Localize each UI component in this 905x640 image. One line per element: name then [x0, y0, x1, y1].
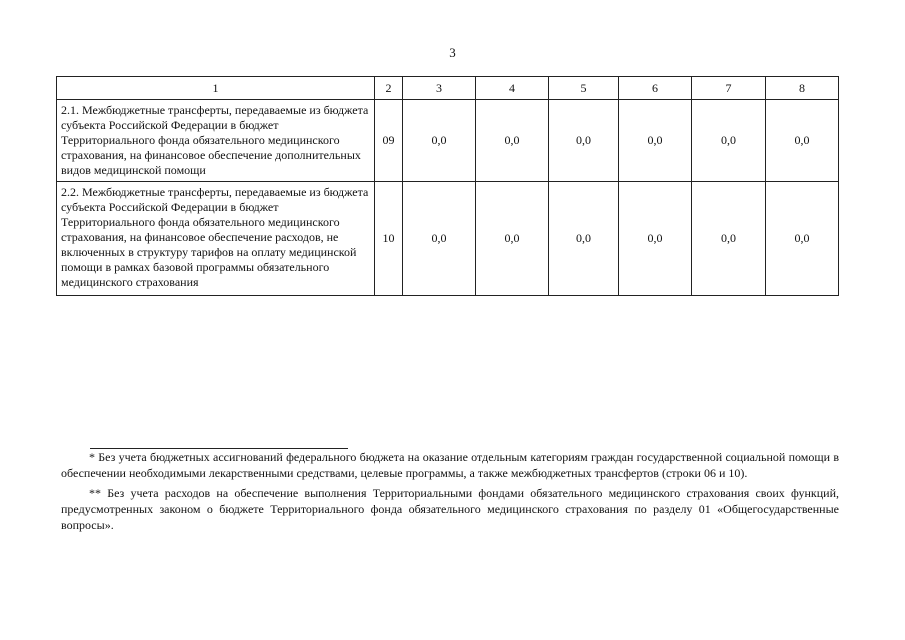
column-header: 8: [766, 77, 839, 100]
value-cell: 0,0: [692, 100, 766, 182]
value-cell: 0,0: [403, 182, 476, 296]
column-header: 4: [476, 77, 549, 100]
value-cell: 0,0: [549, 182, 619, 296]
value-cell: 0,0: [692, 182, 766, 296]
value-cell: 0,0: [619, 182, 692, 296]
footnote-2: ** Без учета расходов на обеспечение выполнения Территориальными фондами обязательного медицинского страхования своих функций, предусмотренных законом о бюджете Территориального фонда обязательного медицинского страхования по разделу 01 «Общегосударственные вопросы».: [61, 486, 839, 532]
value-cell: 0,0: [766, 100, 839, 182]
column-header: 1: [57, 77, 375, 100]
page-number: 3: [449, 45, 456, 60]
footnote-1: * Без учета бюджетных ассигнований федерального бюджета на оказание отдельным категориям граждан государственной социальной помощи в обеспечении необходимыми лекарственными средствами, целевые программы, а также межбюджетных трансфертов (строки 06 и 10).: [61, 450, 839, 480]
table-row: [57, 182, 839, 296]
footnotes: [61, 449, 839, 537]
row-description: 2.1. Межбюджетные трансферты, передаваемые из бюджета субъекта Российской Федерации в бюджет Территориального фонда обязательного медицинского страхования, на финансовое обеспечение дополнительных видов медицинской помощи: [57, 100, 375, 182]
table-header-row: [57, 77, 839, 100]
budget-table: [56, 76, 839, 296]
column-header: 3: [403, 77, 476, 100]
value-cell: 0,0: [476, 182, 549, 296]
column-header: 2: [375, 77, 403, 100]
column-header: 6: [619, 77, 692, 100]
value-cell: 0,0: [476, 100, 549, 182]
row-code: 09: [375, 100, 403, 182]
row-description: 2.2. Межбюджетные трансферты, передаваемые из бюджета субъекта Российской Федерации в бюджет Территориального фонда обязательного медицинского страхования, на финансовое обеспечение расходов, не включенных в структуру тарифов на оплату медицинской помощи в рамках базовой программы обязательного медицинского страхования: [57, 182, 375, 296]
column-header: 7: [692, 77, 766, 100]
value-cell: 0,0: [619, 100, 692, 182]
value-cell: 0,0: [766, 182, 839, 296]
table-row: [57, 100, 839, 182]
row-code: 10: [375, 182, 403, 296]
column-header: 5: [549, 77, 619, 100]
value-cell: 0,0: [549, 100, 619, 182]
value-cell: 0,0: [403, 100, 476, 182]
